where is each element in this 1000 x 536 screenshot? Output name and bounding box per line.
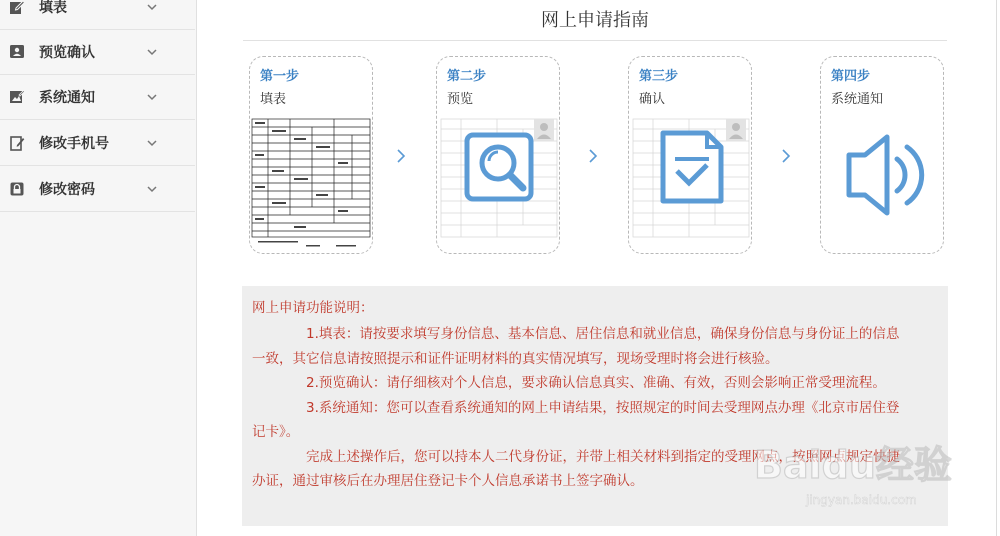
title-divider — [243, 40, 947, 41]
instruction-paragraph: 3.系统通知：您可以查看系统通知的网上申请结果，按照规定的时间去受理网点办理《北京市居住登记卡》。 — [252, 399, 900, 440]
sidebar-item-label: 修改密码 — [39, 182, 95, 198]
sidebar-item-notification[interactable] — [0, 75, 195, 120]
lock-icon — [8, 180, 26, 198]
step-number: 第二步 — [447, 69, 487, 84]
step-name: 确认 — [639, 92, 666, 107]
sidebar-item-label: 修改手机号 — [39, 136, 109, 152]
chevron-down-icon — [146, 91, 158, 103]
step-number: 第一步 — [260, 69, 300, 84]
step-card-3 — [628, 56, 752, 254]
sidebar-item-fill-form[interactable] — [0, 0, 195, 30]
step-number: 第三步 — [639, 69, 679, 84]
step-name: 填表 — [260, 92, 287, 107]
step-number: 第四步 — [831, 69, 871, 84]
confirm-document-icon — [629, 115, 752, 253]
sidebar-item-change-password[interactable] — [0, 167, 195, 212]
step-name: 系统通知 — [831, 92, 884, 107]
instruction-paragraph: 1.填表：请按要求填写身份信息、基本信息、居住信息和就业信息，确保身份信息与身份证上的信息一致，其它信息请按照提示和证件证明材料的真实情况填写，现场受理时将会进行核验。 — [252, 326, 900, 367]
image-edit-icon — [8, 88, 26, 106]
edit-icon — [8, 0, 26, 16]
chevron-down-icon — [146, 183, 158, 195]
step-name: 预览 — [447, 92, 474, 107]
chevron-right-icon — [396, 148, 406, 164]
step-card-1 — [249, 56, 373, 254]
watermark-brand: Baidu经验 — [754, 443, 952, 487]
sidebar — [0, 0, 197, 536]
instruction-paragraph: 2.预览确认：请仔细核对个人信息，要求确认信息真实、准确、有效，否则会影响正常受理流程。 — [306, 375, 886, 391]
id-card-icon — [8, 43, 26, 61]
step-card-2 — [436, 56, 560, 254]
instructions-title: 网上申请功能说明： — [252, 300, 374, 316]
chevron-down-icon — [146, 1, 158, 13]
chevron-right-icon — [781, 148, 791, 164]
sidebar-item-label: 预览确认 — [39, 45, 95, 61]
speaker-icon — [821, 115, 944, 253]
step-card-4 — [820, 56, 944, 254]
sidebar-item-label: 系统通知 — [39, 90, 95, 106]
watermark-url: jingyan.baidu.com — [806, 493, 917, 507]
chevron-right-icon — [588, 148, 598, 164]
chevron-down-icon — [146, 46, 158, 58]
baidu-watermark — [742, 432, 972, 512]
sidebar-item-label: 填表 — [39, 0, 67, 16]
edit-note-icon — [8, 134, 26, 152]
content-right-border — [996, 0, 997, 536]
sidebar-item-preview[interactable] — [0, 30, 195, 75]
chevron-down-icon — [146, 137, 158, 149]
sidebar-item-change-phone[interactable] — [0, 121, 195, 166]
instruction-paragraph: 完成上述操作后，您可以持本人二代身份证，并带上相关材料到指定的受理网点，按照网点规定快捷办证，通过审核后在办理居住登记卡个人信息承诺书上签字确认。 — [252, 448, 900, 489]
form-document-icon — [250, 115, 373, 253]
page-title: 网上申请指南 — [541, 10, 649, 31]
search-icon — [437, 115, 560, 253]
